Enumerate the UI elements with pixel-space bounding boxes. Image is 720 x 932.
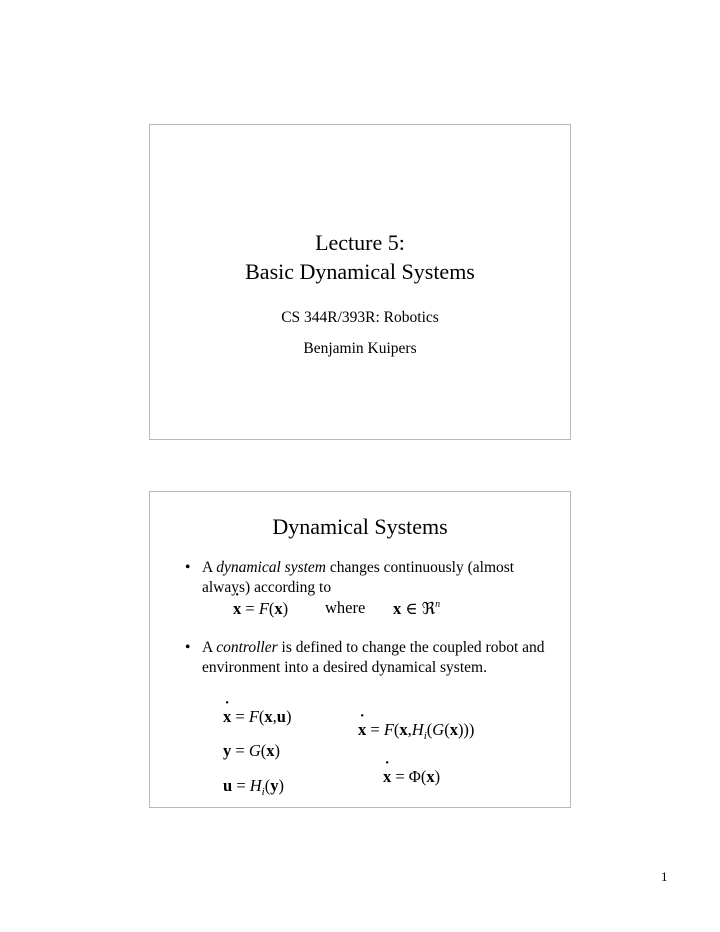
slide-1 — [149, 124, 571, 440]
title-line-1: Lecture 5: — [315, 230, 405, 255]
bullet-prefix: A — [202, 639, 217, 656]
bullet-marker: • — [185, 559, 191, 576]
equation-xdot-Phi: ˙ x = Φ(x) — [383, 766, 440, 788]
equation-xdot-composite: ˙ $x = F(x,H_i(G(x)))$ — [358, 719, 474, 743]
equation-y-Gx: y = G(x) — [223, 741, 280, 760]
author-name: Benjamin Kuipers — [303, 340, 417, 357]
bullet-controller — [202, 638, 562, 678]
bullet-suffix: changes continuously (almost always) according to — [202, 559, 515, 596]
bullet-suffix: is defined to change the coupled robot and environment into a desired dynamical system. — [202, 639, 545, 676]
lecture-title — [150, 228, 570, 286]
slide-2 — [149, 491, 571, 808]
bullet-prefix: A — [202, 559, 217, 576]
page-number: 1 — [661, 869, 668, 884]
emphasis-term: dynamical system — [216, 559, 326, 576]
equation-where-label: where — [325, 598, 366, 617]
course-name: CS 344R/393R: Robotics — [281, 309, 439, 326]
title-line-2: Basic Dynamical Systems — [245, 259, 475, 284]
equation-u-Hy: $u = H_i(y)$ — [223, 776, 284, 798]
emphasis-term: controller — [216, 639, 278, 656]
equation-x-in-Rn: x ∈ ℜ$^n$ — [393, 599, 441, 618]
equation-xdot-Fxu: ˙ x = F(x,u) — [223, 706, 291, 728]
equation-xdot-F: ˙ x = F(x) — [233, 598, 288, 620]
slide-title: Dynamical Systems — [272, 514, 448, 539]
bullet-dynamical-system — [202, 558, 562, 598]
bullet-marker: • — [185, 639, 191, 656]
